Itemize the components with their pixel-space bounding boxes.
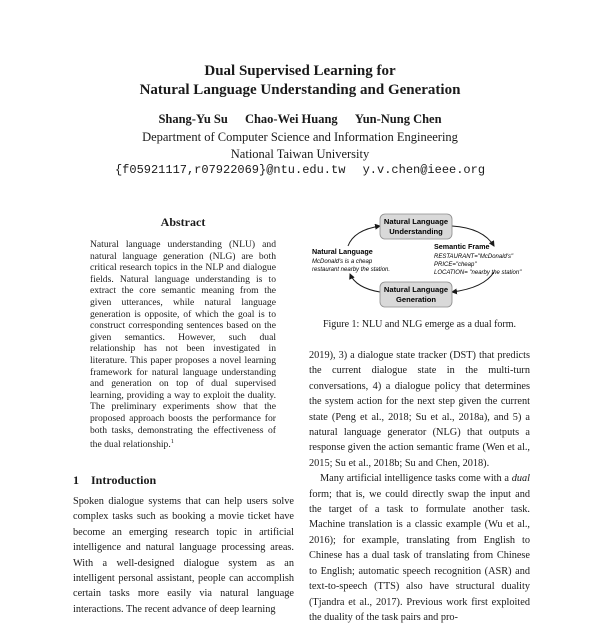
nlg-label-line-2: Generation [395, 295, 437, 304]
figure-caption: Figure 1: NLU and NLG emerge as a dual form. [322, 319, 517, 330]
nlu-label-line-1: Natural Language [383, 217, 449, 226]
arrow-text-to-nlu [348, 226, 380, 246]
right-paragraph-2 [309, 471, 530, 625]
right-paragraph-1: 2019), 3) a dialogue state tracker (DST) that predicts the current dialogue state in the multi-turn conversations, 4) a dialogue policy that determines the system action for the next step given the current state (Peng et al., 2018; Su et al., 2018a), and 5) a natural language generator (NLG) that outputs a response given the action semantic frame (Wen et al., 2015; Su et al., 2018b; Su and Chen, 2018). [309, 350, 530, 469]
nlu-label-line-2: Understanding [389, 227, 443, 236]
paper-title [0, 62, 600, 100]
semantic-frame-slot-2: PRICE="cheap" [434, 262, 477, 268]
abstract-text: Natural language understanding (NLU) and natural language generation (NLG) are both critical research topics in the NLP and dialogue fields. Natural language understanding is to extract the core semantic meaning from the given utterances, while natural language generation is opposite, of which the goal is to construct corresponding sentences based on the given semantics. However, such dual relationship has not been investigated in literature. This paper proposes a novel learning framework for natural language understanding and generation on top of dual supervised learning, providing a way to exploit the duality. The preliminary experiments show that the proposed approach boosts the performance for both tasks, demonstrating the effectiveness of the dual relationship. [90, 239, 276, 451]
author-list [0, 112, 600, 127]
section-title: Introduction [91, 473, 157, 487]
introduction-body: Spoken dialogue systems that can help users solve complex tasks such as booking a movie ticket have become an emerging research topic in artificial intelligence and natural language processing areas. With a well-designed dialogue system as an intelligent personal assistant, people can accomplish certain tasks more easily via natural language interactions. The recent advance of deep learning [73, 496, 294, 615]
email-1: {f05921117,r07922069}@ntu.edu.tw [114, 163, 346, 177]
para2-after: form; that is, we could directly swap the input and the target of a task to formulate another task. Machine translation is a classic example (Wu et al., 2016); for example, translating from English to Chinese has a dual task of translating from Chinese to English; automatic speech recognition (ASR) and text-to-speech (TTS) also have structural duality (Tjandra et al., 2017). Previous work first exploited the duality of the task pairs and pro- [309, 488, 530, 623]
right-column-body [309, 348, 530, 625]
section-heading-introduction [73, 473, 156, 488]
title-line-2: Natural Language Understanding and Generation [139, 82, 461, 98]
affiliation-department: Department of Computer Science and Information Engineering [142, 130, 458, 144]
affiliation-university: National Taiwan University [230, 146, 370, 161]
author-emails [0, 162, 600, 179]
abstract-heading: Abstract [160, 215, 206, 229]
title-line-1: Dual Supervised Learning for [204, 63, 396, 79]
arrow-nlg-to-text [350, 274, 380, 292]
author-3: Yun-Nung Chen [354, 112, 442, 126]
abstract-body [90, 239, 276, 451]
duality-figure [308, 208, 544, 313]
author-1: Shang-Yu Su [158, 112, 228, 126]
semantic-frame-slot-3: LOCATION= "nearby the station" [434, 270, 522, 276]
semantic-frame-title: Semantic Frame [434, 242, 490, 251]
natural-language-title: Natural Language [312, 247, 373, 256]
para2-before: Many artificial intelligence tasks come with a [320, 473, 512, 485]
email-2: y.v.chen@ieee.org [362, 163, 486, 177]
affiliation-block [0, 129, 600, 179]
natural-language-example-2: restaurant nearby the station. [312, 267, 391, 273]
semantic-frame-slot-1: RESTAURANT="McDonald's" [434, 254, 514, 260]
section-number: 1 [73, 473, 79, 487]
nlg-label-line-1: Natural Language [383, 285, 449, 294]
natural-language-example-1: McDonald's is a cheap [312, 259, 373, 265]
para2-italic: dual [511, 473, 530, 485]
author-2: Chao-Wei Huang [244, 112, 338, 126]
footnote-mark: 1 [170, 438, 174, 446]
